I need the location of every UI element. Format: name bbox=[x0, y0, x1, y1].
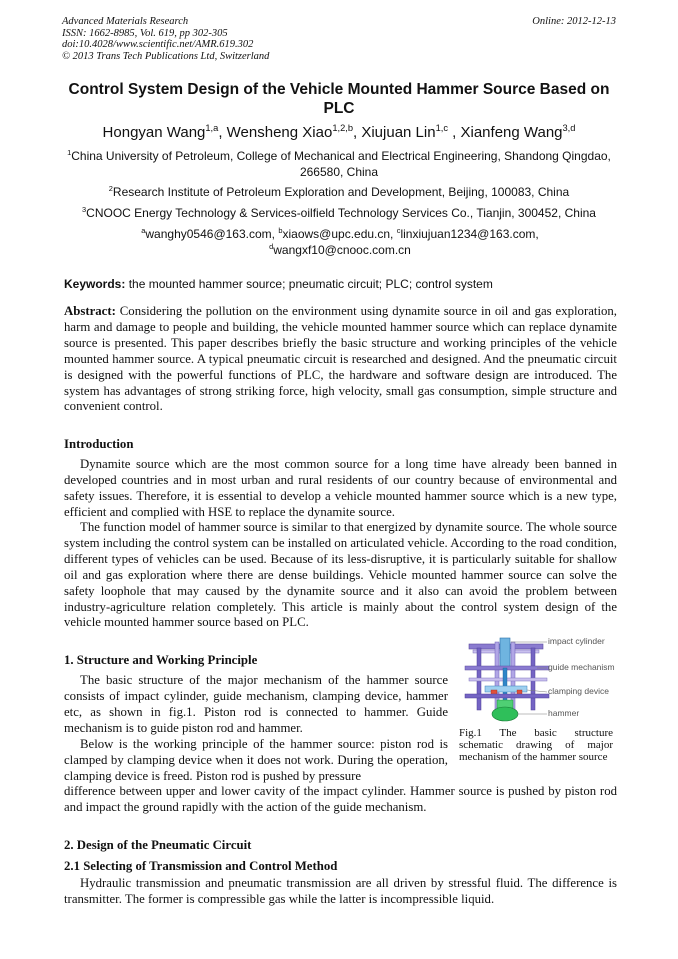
email-c[interactable]: linxiujuan1234@163.com, bbox=[400, 227, 539, 241]
online-date: Online: 2012-12-13 bbox=[532, 16, 616, 27]
section-1-paragraph-2a: Below is the working principle of the hammer source: piston rod is clamped by clamping device when it does not work. During the operation, clamping device is freed. Piston rod is pushed by pressure bbox=[64, 737, 448, 783]
email-b[interactable]: xiaows@upc.edu.cn, bbox=[282, 227, 394, 241]
section-2-1-heading: 2.1 Selecting of Transmission and Control Method bbox=[64, 859, 338, 873]
author-3: Xiujuan Lin$^{1,c}$ , bbox=[361, 123, 461, 141]
figure-label-impact-cylinder: impact cylinder bbox=[548, 636, 605, 646]
issn-line: ISSN: 1662-8985, Vol. 619, pp 302-305 bbox=[62, 27, 228, 39]
affiliation-3: $^3$CNOOC Energy Technology & Services-oilfield Technology Services Co., Tianjin, 300452, China bbox=[82, 205, 596, 220]
section-1-paragraph-2b: difference between upper and lower cavity of the impact cylinder. Hammer source is pushed by piston rod and impact the ground rapidly with the action of the guide mechanism. bbox=[64, 784, 617, 814]
doi-line[interactable]: doi:10.4028/www.scientific.net/AMR.619.302 bbox=[62, 39, 254, 50]
email-a[interactable]: wanghy0546@163.com, bbox=[145, 227, 275, 241]
copyright-line: © 2013 Trans Tech Publications Ltd, Switzerland bbox=[62, 50, 270, 62]
section-2-heading: 2. Design of the Pneumatic Circuit bbox=[64, 838, 252, 852]
abstract-label: Abstract: bbox=[64, 304, 116, 318]
introduction-heading: Introduction bbox=[64, 437, 134, 451]
abstract bbox=[64, 304, 617, 415]
figure-label-guide-mechanism: guide mechanism bbox=[548, 662, 615, 672]
email-d[interactable]: wangxf10@cnooc.com.cn bbox=[273, 243, 411, 257]
keywords-label: Keywords: bbox=[64, 277, 126, 291]
section-1-paragraph-1: The basic structure of the major mechanism of the hammer source consists of impact cylinder, guide mechanism, clamping device, hammer etc, as shown in fig.1. Piston rod is connected to hammer. Guide mechanism is to guide piston rod and hammer. bbox=[64, 673, 448, 735]
author-2: Wensheng Xiao$^{1,2,b}$, bbox=[226, 123, 362, 141]
figure-label-hammer: hammer bbox=[548, 708, 580, 718]
author-line bbox=[40, 124, 638, 142]
figure-1-caption: Fig.1 The basic structure schematic drawing of major mechanism of the hammer source bbox=[459, 727, 613, 763]
introduction-paragraph-2: The function model of hammer source is similar to that energized by dynamite source. The whole source system including the control system can be installed on articulated vehicle. According to the road condition, different types of vehicles can be used. Because of its less-disruptive, it is particularly suitable for shallow oil and gas exploration where there are dense buildings. Vehicle mounted hammer source can solve the safety loophole that may caused by the dynamite source and it also can avoid the problem between industry-agriculture relation completely. This article is mainly about the control system design of the vehicle mounted hammer source based on PLC. bbox=[64, 520, 617, 630]
author-1: Hongyan Wang$^{1,a}$, bbox=[102, 123, 227, 141]
journal-name: Advanced Materials Research bbox=[62, 16, 189, 27]
affiliation-1: $^1$China University of Petroleum, College of Mechanical and Electrical Engineering, Shandong Qingdao, 266580, China bbox=[67, 148, 611, 179]
paper-title: Control System Design of the Vehicle Mounted Hammer Source Based on PLC bbox=[68, 81, 610, 117]
affiliation-2: $^2$Research Institute of Petroleum Exploration and Development, Beijing, 100083, China bbox=[108, 184, 570, 199]
abstract-text: Considering the pollution on the environment using dynamite source in oil and gas exploration, harm and damage to people and building, the vehicle mounted hammer source which can replace dynamite source is presented. This paper describes briefly the basic structure and working principles of the vehicle mounted hammer source. A typical pneumatic circuit is researched and designed. And the pneumatic circuit is designed with the powerful functions of PLC, the hardware and software design are introduced. The system has advantages of strong striking force, high velocity, small gas consumption, simple structure and convenient control. bbox=[64, 304, 617, 414]
figure-label-clamping-device: clamping device bbox=[548, 686, 609, 696]
email-block: $^a$wanghy0546@163.com, $^b$xiaows@upc.edu.cn, $^c$linxiujuan1234@163.com, $^d$wangxf10@cnooc.com.cn bbox=[141, 226, 539, 257]
keywords-text: the mounted hammer source; pneumatic circuit; PLC; control system bbox=[125, 277, 493, 291]
keywords bbox=[64, 277, 618, 292]
introduction-paragraph-1: Dynamite source which are the most common source for a long time have already been banned in developed countries and in most urban and rural residents of our country because of environmental and safety issues. Therefore, it is essential to develop a vehicle mounted hammer source which is a new type, efficient and complied with HSE to replace the dynamite source. bbox=[64, 457, 617, 519]
journal-header bbox=[62, 16, 269, 62]
figure-1 bbox=[455, 630, 625, 725]
author-4: Xianfeng Wang$^{3,d}$ bbox=[460, 123, 576, 141]
section-2-1-paragraph-1: Hydraulic transmission and pneumatic transmission are all driven by stressful fluid. The difference is transmitter. The former is compressible gas while the latter is incompressible liquid. bbox=[64, 876, 617, 906]
section-1-heading: 1. Structure and Working Principle bbox=[64, 653, 258, 667]
